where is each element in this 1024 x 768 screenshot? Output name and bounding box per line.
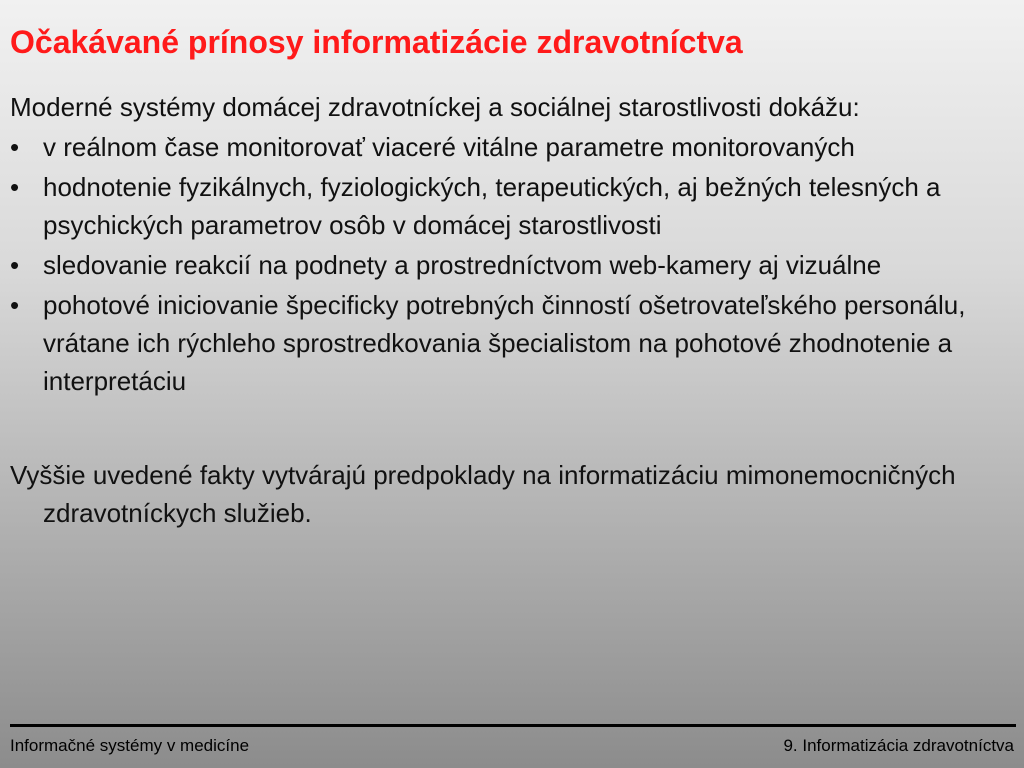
intro-paragraph: Moderné systémy domácej zdravotníckej a sociálnej starostlivosti dokážu: <box>10 92 860 122</box>
bullet-icon: • <box>10 290 20 320</box>
bullet-text: hodnotenie fyzikálnych, fyziologických, terapeutických, aj bežných telesných a psychických parametrov osôb v domácej starostlivosti <box>43 172 941 240</box>
footer-divider <box>10 724 1016 727</box>
bullet-text: sledovanie reakcií na podnety a prostredníctvom web-kamery aj vizuálne <box>43 250 882 280</box>
bullet-item <box>10 246 1010 284</box>
conclusion-paragraph: Vyššie uvedené fakty vytvárajú predpoklady na informatizáciu mimonemocničných zdravotníckych služieb. <box>10 460 956 528</box>
bullet-item <box>10 168 1010 244</box>
bullet-list <box>10 128 1010 400</box>
bullet-text: pohotové iniciovanie špecificky potrebných činností ošetrovateľského personálu, vrátane ich rýchleho sprostredkovania špecialistom na pohotové zhodnotenie a interpretáciu <box>43 290 966 396</box>
bullet-item <box>10 128 1010 166</box>
footer-course-title: Informačné systémy v medicíne <box>10 736 250 755</box>
bullet-item <box>10 286 1010 400</box>
slide-title: Očakávané prínosy informatizácie zdravotníctva <box>10 24 743 60</box>
bullet-text: v reálnom čase monitorovať viaceré vitálne parametre monitorovaných <box>43 132 855 162</box>
bullet-icon: • <box>10 132 20 162</box>
slide-content <box>10 88 1010 534</box>
bullet-icon: • <box>10 250 20 280</box>
spacer <box>10 402 1010 456</box>
bullet-icon: • <box>10 172 20 202</box>
footer-chapter-title: 9. Informatizácia zdravotníctva <box>783 736 1014 755</box>
